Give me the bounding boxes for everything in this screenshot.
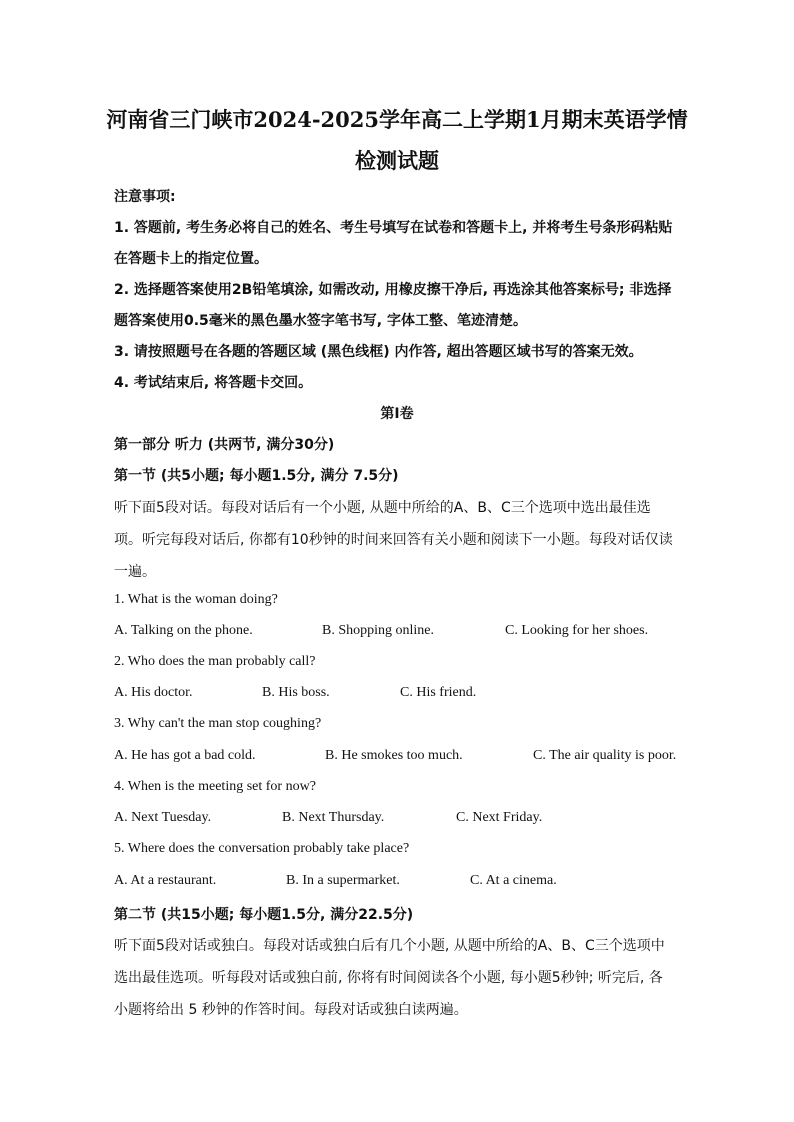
section-heading: 第二节 (共15小题; 每小题1.5分, 满分22.5分) (114, 907, 414, 923)
option-a: A. At a restaurant. (114, 873, 217, 888)
option-c: C. His friend. (400, 685, 477, 700)
instruction-line: 选出最佳选项。听每段对话或独白前, 你将有时间阅读各个小题, 每小题5秒钟; 听完后, 各 (114, 970, 663, 986)
option-b: B. Next Thursday. (282, 810, 385, 825)
question-text: 5. Where does the conversation probably take place? (114, 841, 410, 856)
option-c: C. The air quality is poor. (533, 748, 677, 763)
option-c: C. Looking for her shoes. (505, 623, 649, 638)
instruction-line: 听下面5段对话。每段对话后有一个小题, 从题中所给的A、B、C三个选项中选出最佳选 (114, 500, 651, 516)
option-b: B. Shopping online. (322, 623, 435, 638)
question-text: 3. Why can't the man stop coughing? (114, 716, 322, 731)
option-c: C. At a cinema. (470, 873, 557, 888)
title-line-2: 检测试题 (355, 148, 439, 173)
question-text: 1. What is the woman doing? (114, 592, 278, 607)
section-heading: 第一节 (共5小题; 每小题1.5分, 满分 7.5分) (114, 468, 399, 484)
notice-line: 题答案使用0.5毫米的黑色墨水签字笔书写, 字体工整、笔迹清楚。 (114, 313, 527, 329)
question-text: 4. When is the meeting set for now? (114, 779, 316, 794)
instruction-line: 一遍。 (114, 564, 156, 580)
notice-heading: 注意事项: (114, 189, 176, 205)
instruction-line: 小题将给出 5 秒钟的作答时间。每段对话或独白读两遍。 (114, 1002, 468, 1018)
option-c: C. Next Friday. (456, 810, 543, 825)
question-text: 2. Who does the man probably call? (114, 654, 316, 669)
option-b: B. In a supermarket. (286, 873, 400, 888)
option-a: A. Next Tuesday. (114, 810, 212, 825)
notice-line: 在答题卡上的指定位置。 (114, 251, 268, 267)
notice-line: 1. 答题前, 考生务必将自己的姓名、考生号填写在试卷和答题卡上, 并将考生号条形码粘贴 (114, 220, 673, 236)
notice-line: 4. 考试结束后, 将答题卡交回。 (114, 375, 313, 391)
volume-heading: 第I卷 (380, 406, 414, 422)
option-a: A. Talking on the phone. (114, 623, 253, 638)
option-a: A. He has got a bad cold. (114, 748, 256, 763)
instruction-line: 项。听完每段对话后, 你都有10秒钟的时间来回答有关小题和阅读下一小题。每段对话仅读 (114, 532, 673, 548)
option-a: A. His doctor. (114, 685, 193, 700)
option-b: B. His boss. (262, 685, 330, 700)
instruction-line: 听下面5段对话或独白。每段对话或独白后有几个小题, 从题中所给的A、B、C三个选项中 (114, 938, 665, 954)
option-b: B. He smokes too much. (325, 748, 463, 763)
notice-line: 2. 选择题答案使用2B铅笔填涂, 如需改动, 用橡皮擦干净后, 再选涂其他答案标号; 非选择 (114, 282, 672, 298)
part-heading: 第一部分 听力 (共两节, 满分30分) (114, 437, 335, 453)
title-line-1: 河南省三门峡市2024-2025学年高二上学期1月期末英语学情 (106, 107, 688, 132)
notice-line: 3. 请按照题号在各题的答题区域 (黑色线框) 内作答, 超出答题区域书写的答案无效。 (114, 344, 643, 360)
